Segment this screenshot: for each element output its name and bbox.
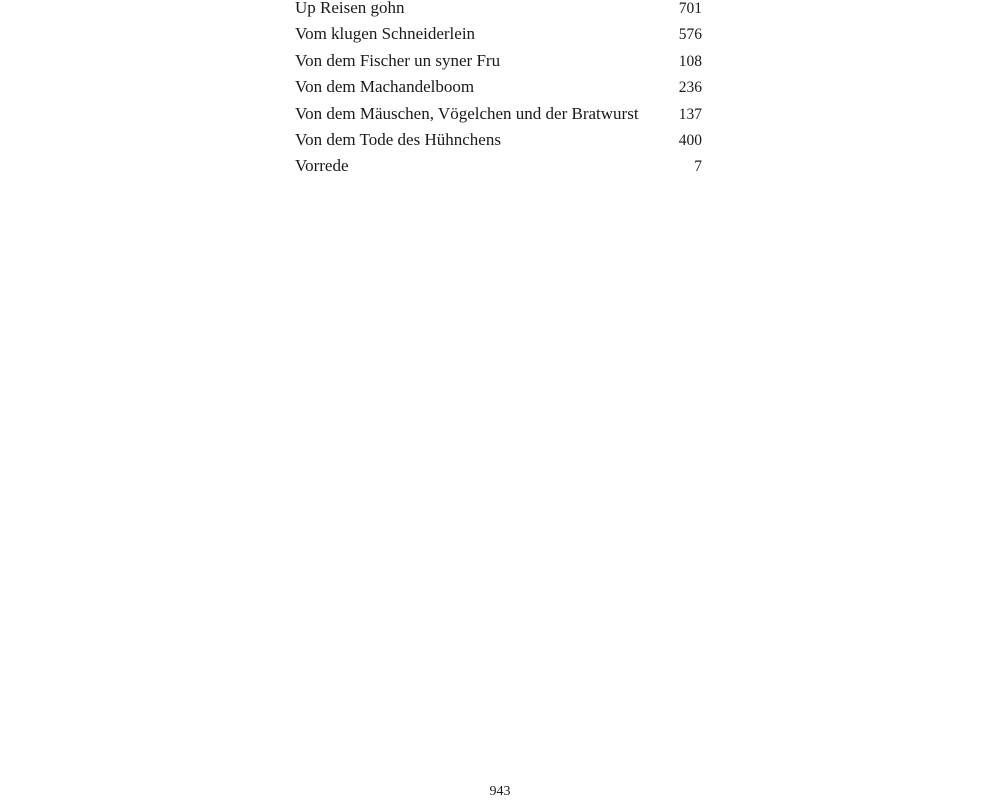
table-of-contents xyxy=(295,0,702,182)
toc-entry xyxy=(295,76,702,102)
toc-entry xyxy=(295,103,702,129)
toc-entry-title: Von dem Mäuschen, Vögelchen und der Bratwurst xyxy=(295,103,639,123)
toc-entry-title: Von dem Machandelboom xyxy=(295,77,475,97)
toc-entry-page: 7 xyxy=(694,158,702,176)
toc-entry-page: 576 xyxy=(678,26,702,44)
toc-entry xyxy=(295,50,702,76)
toc-entry-page: 236 xyxy=(678,79,702,97)
toc-entry xyxy=(295,155,702,181)
page-number: 943 xyxy=(489,784,511,799)
toc-entry xyxy=(295,129,702,155)
toc-entry-page: 701 xyxy=(678,0,702,17)
toc-entry-title: Von dem Tode des Hühnchens xyxy=(295,129,501,149)
toc-entry xyxy=(295,23,702,49)
toc-entry-title: Vom klugen Schneiderlein xyxy=(295,24,476,44)
toc-entry-title: Up Reisen gohn xyxy=(295,0,405,17)
toc-entry-page: 400 xyxy=(678,131,702,149)
toc-entry-title: Von dem Fischer un syner Fru xyxy=(295,50,501,70)
toc-entry xyxy=(295,0,702,23)
toc-entry-title: Vorrede xyxy=(295,156,349,176)
toc-entry-page: 108 xyxy=(678,52,702,70)
toc-entry-page: 137 xyxy=(678,105,702,123)
